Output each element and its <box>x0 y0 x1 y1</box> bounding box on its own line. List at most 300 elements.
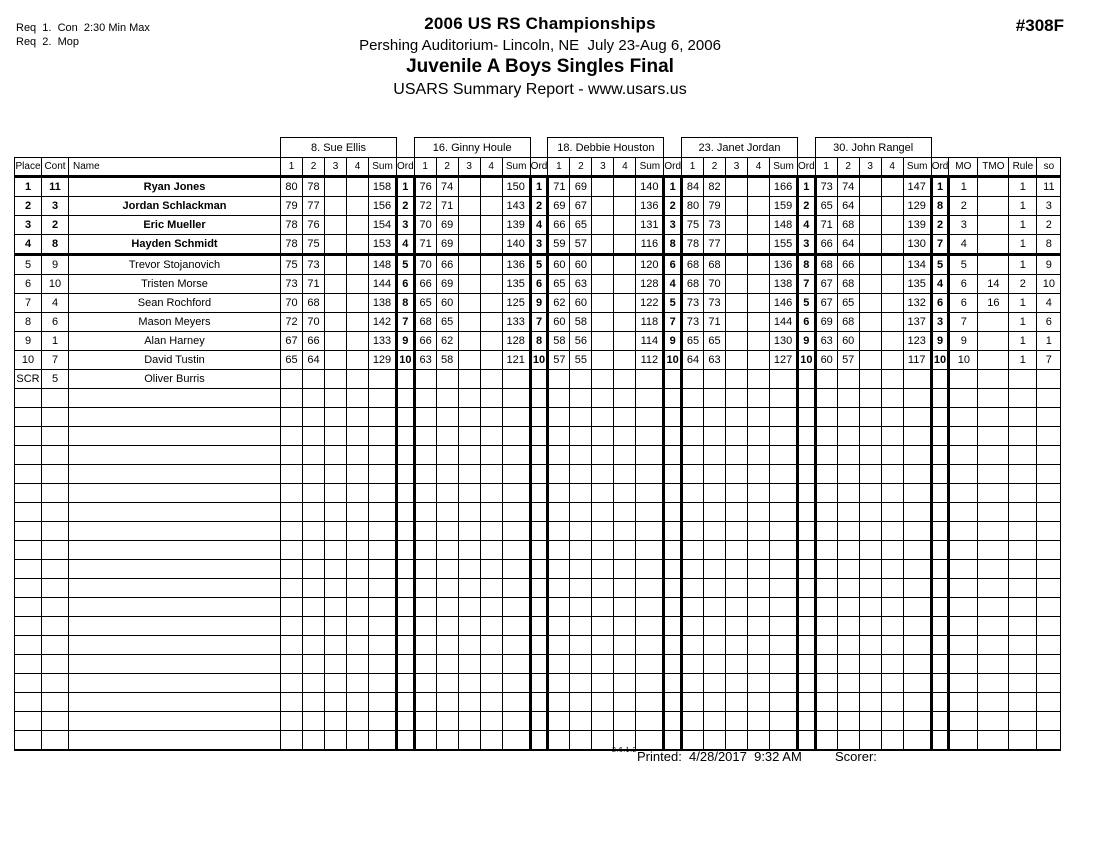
ordinal-cell <box>798 408 816 427</box>
score-cell <box>748 655 770 674</box>
ordinal-cell: 8 <box>931 197 949 216</box>
score-cell <box>480 216 502 235</box>
ordinal-cell <box>530 693 548 712</box>
score-cell <box>748 313 770 332</box>
skater-name-cell <box>69 598 281 617</box>
majority-ordinal-cell: 1 <box>949 177 978 197</box>
score-cell <box>480 674 502 693</box>
place-cell <box>15 655 42 674</box>
ordinal-cell <box>664 427 682 446</box>
contestant-number-cell <box>42 579 69 598</box>
total-majority-ordinal-cell <box>978 617 1009 636</box>
sum-cell: 112 <box>636 351 664 370</box>
col-header-ord: Ord <box>931 158 949 177</box>
total-majority-ordinal-cell <box>978 731 1009 750</box>
score-cell <box>570 712 592 731</box>
ordinal-cell <box>530 731 548 750</box>
ordinal-cell <box>664 541 682 560</box>
sum-cell: 143 <box>502 197 530 216</box>
judge-name-row <box>15 138 1061 158</box>
skater-row <box>15 351 1061 370</box>
ordinal-cell: 6 <box>664 255 682 275</box>
col-header-4: 4 <box>748 158 770 177</box>
score-cell <box>414 731 436 750</box>
score-cell <box>726 522 748 541</box>
ordinal-cell: 9 <box>798 332 816 351</box>
score-cell <box>837 522 859 541</box>
score-cell <box>859 332 881 351</box>
sum-cell: 140 <box>502 235 530 255</box>
score-cell <box>480 275 502 294</box>
ordinal-cell <box>931 370 949 389</box>
skater-name-cell <box>69 522 281 541</box>
place-cell <box>15 446 42 465</box>
score-cell <box>726 294 748 313</box>
score-cell <box>281 370 303 389</box>
score-cell <box>502 579 530 598</box>
empty-row <box>15 484 1061 503</box>
score-cell <box>770 389 798 408</box>
score-cell: 55 <box>570 351 592 370</box>
scorer-label: Scorer: <box>835 749 877 764</box>
skater-name-cell <box>69 731 281 750</box>
total-majority-ordinal-cell <box>978 560 1009 579</box>
score-cell <box>815 541 837 560</box>
sum-cell <box>903 370 931 389</box>
majority-ordinal-cell <box>949 522 978 541</box>
score-cell <box>570 617 592 636</box>
empty-row <box>15 598 1061 617</box>
score-cell <box>347 216 369 235</box>
requirement-1: Req 1. Con 2:30 Min Max <box>16 22 150 34</box>
score-cell <box>414 408 436 427</box>
sum-cell: 154 <box>369 216 397 235</box>
rule-cell <box>1009 465 1037 484</box>
score-cell <box>903 484 931 503</box>
majority-ordinal-cell: 7 <box>949 313 978 332</box>
total-majority-ordinal-cell <box>978 389 1009 408</box>
sum-cell: 132 <box>903 294 931 313</box>
ordinal-cell <box>397 465 415 484</box>
sum-cell <box>369 370 397 389</box>
score-cell <box>682 427 704 446</box>
score-cell <box>704 408 726 427</box>
skater-name-cell <box>69 389 281 408</box>
rule-cell: 1 <box>1009 294 1037 313</box>
score-cell <box>903 712 931 731</box>
score-cell <box>748 389 770 408</box>
place-cell <box>15 484 42 503</box>
score-cell <box>281 503 303 522</box>
ordinal-cell: 3 <box>664 216 682 235</box>
judge-header-5: 30. John Rangel <box>815 138 931 158</box>
score-cell <box>614 503 636 522</box>
total-majority-ordinal-cell <box>978 216 1009 235</box>
score-cell <box>815 560 837 579</box>
ordinal-cell: 8 <box>798 255 816 275</box>
sum-cell: 148 <box>770 216 798 235</box>
score-cell <box>414 579 436 598</box>
score-cell <box>303 427 325 446</box>
start-order-cell <box>1037 731 1061 750</box>
col-header-4: 4 <box>480 158 502 177</box>
score-cell <box>436 465 458 484</box>
majority-ordinal-cell: 4 <box>949 235 978 255</box>
total-majority-ordinal-cell <box>978 370 1009 389</box>
ord-gap <box>530 138 548 158</box>
score-cell <box>726 465 748 484</box>
score-cell <box>636 541 664 560</box>
score-cell <box>592 541 614 560</box>
score-cell: 73 <box>682 294 704 313</box>
score-cell: 67 <box>815 275 837 294</box>
score-cell <box>480 370 502 389</box>
score-cell <box>347 177 369 197</box>
score-cell <box>303 465 325 484</box>
ordinal-cell <box>664 579 682 598</box>
championship-title: 2006 US RS Championships <box>424 14 656 33</box>
score-cell <box>837 484 859 503</box>
ordinal-cell <box>664 503 682 522</box>
score-cell <box>369 598 397 617</box>
ordinal-cell: 3 <box>798 235 816 255</box>
score-cell <box>458 275 480 294</box>
col-header-2: 2 <box>570 158 592 177</box>
contestant-number-cell: 5 <box>42 370 69 389</box>
sum-cell: 156 <box>369 197 397 216</box>
score-cell <box>748 636 770 655</box>
score-cell <box>325 389 347 408</box>
ordinal-cell <box>530 389 548 408</box>
ordinal-cell <box>397 484 415 503</box>
score-cell <box>815 712 837 731</box>
ordinal-cell <box>397 427 415 446</box>
rule-cell <box>1009 408 1037 427</box>
rule-cell: 1 <box>1009 235 1037 255</box>
score-cell <box>281 712 303 731</box>
sum-cell: 159 <box>770 197 798 216</box>
score-cell <box>704 598 726 617</box>
score-cell <box>592 332 614 351</box>
skater-name-cell: Trevor Stojanovich <box>69 255 281 275</box>
place-cell: 1 <box>15 177 42 197</box>
score-cell <box>347 655 369 674</box>
score-cell <box>281 636 303 655</box>
start-order-cell <box>1037 541 1061 560</box>
score-cell <box>480 197 502 216</box>
score-cell <box>682 655 704 674</box>
rule-cell <box>1009 598 1037 617</box>
sum-cell: 123 <box>903 332 931 351</box>
score-cell: 70 <box>414 216 436 235</box>
score-cell: 64 <box>303 351 325 370</box>
score-cell <box>436 636 458 655</box>
ordinal-cell: 3 <box>397 216 415 235</box>
ordinal-cell <box>397 541 415 560</box>
score-cell <box>281 674 303 693</box>
col-header-1: 1 <box>682 158 704 177</box>
sum-cell: 130 <box>770 332 798 351</box>
score-cell <box>770 598 798 617</box>
sum-cell: 148 <box>369 255 397 275</box>
score-cell: 68 <box>414 313 436 332</box>
start-order-cell <box>1037 503 1061 522</box>
score-cell <box>303 541 325 560</box>
document-number: #308F <box>1015 16 1064 35</box>
ordinal-cell <box>397 712 415 731</box>
score-cell: 77 <box>704 235 726 255</box>
score-cell <box>815 731 837 750</box>
score-cell <box>748 465 770 484</box>
score-cell <box>903 522 931 541</box>
score-cell <box>748 484 770 503</box>
score-cell <box>592 389 614 408</box>
score-cell <box>592 617 614 636</box>
score-cell <box>347 235 369 255</box>
score-cell <box>726 655 748 674</box>
score-cell <box>458 712 480 731</box>
score-cell <box>748 177 770 197</box>
rule-cell <box>1009 484 1037 503</box>
score-cell: 69 <box>436 216 458 235</box>
rule-cell <box>1009 693 1037 712</box>
score-cell <box>458 351 480 370</box>
sum-cell: 144 <box>770 313 798 332</box>
score-cell <box>614 484 636 503</box>
start-order-cell <box>1037 370 1061 389</box>
score-cell <box>480 255 502 275</box>
contestant-number-cell <box>42 674 69 693</box>
score-cell <box>748 522 770 541</box>
rule-cell: 1 <box>1009 197 1037 216</box>
score-cell <box>636 503 664 522</box>
score-cell: 68 <box>704 255 726 275</box>
score-cell <box>859 693 881 712</box>
score-cell <box>458 503 480 522</box>
ordinal-cell: 5 <box>664 294 682 313</box>
score-cell <box>347 731 369 750</box>
score-cell <box>748 693 770 712</box>
skater-name-cell <box>69 617 281 636</box>
majority-ordinal-cell: 9 <box>949 332 978 351</box>
score-cell <box>682 598 704 617</box>
score-cell <box>859 655 881 674</box>
software-version: 2.6.1.2 <box>612 747 637 754</box>
score-cell <box>837 579 859 598</box>
score-cell <box>881 541 903 560</box>
total-majority-ordinal-cell <box>978 484 1009 503</box>
score-cell: 58 <box>548 332 570 351</box>
score-cell <box>502 712 530 731</box>
ordinal-cell <box>931 503 949 522</box>
score-cell <box>881 598 903 617</box>
score-cell <box>281 541 303 560</box>
score-cell: 64 <box>682 351 704 370</box>
score-cell <box>414 655 436 674</box>
score-cell <box>281 598 303 617</box>
majority-ordinal-cell <box>949 636 978 655</box>
contestant-number-cell: 10 <box>42 275 69 294</box>
score-cell <box>903 636 931 655</box>
score-cell: 78 <box>281 216 303 235</box>
score-cell <box>859 731 881 750</box>
score-cell <box>704 560 726 579</box>
score-cell <box>436 598 458 617</box>
score-cell <box>748 446 770 465</box>
score-cell <box>347 693 369 712</box>
score-cell: 68 <box>837 216 859 235</box>
sum-cell: 137 <box>903 313 931 332</box>
total-majority-ordinal-cell <box>978 503 1009 522</box>
score-cell <box>614 712 636 731</box>
score-cell <box>347 446 369 465</box>
ordinal-cell <box>931 560 949 579</box>
score-cell <box>881 216 903 235</box>
total-majority-ordinal-cell <box>978 197 1009 216</box>
score-cell <box>903 674 931 693</box>
score-cell <box>325 197 347 216</box>
score-cell <box>903 408 931 427</box>
col-header-1: 1 <box>815 158 837 177</box>
score-cell <box>548 731 570 750</box>
sum-cell: 125 <box>502 294 530 313</box>
score-cell <box>881 197 903 216</box>
score-cell <box>347 465 369 484</box>
contestant-number-cell: 11 <box>42 177 69 197</box>
score-cell <box>592 255 614 275</box>
sum-cell: 158 <box>369 177 397 197</box>
score-cell <box>480 541 502 560</box>
majority-ordinal-cell: 5 <box>949 255 978 275</box>
score-cell: 60 <box>570 294 592 313</box>
ordinal-cell <box>931 427 949 446</box>
score-cell <box>837 598 859 617</box>
contestant-number-cell <box>42 617 69 636</box>
score-cell: 60 <box>837 332 859 351</box>
skater-name-cell: David Tustin <box>69 351 281 370</box>
score-cell <box>903 503 931 522</box>
score-cell <box>704 389 726 408</box>
ordinal-cell: 2 <box>664 197 682 216</box>
sum-cell: 129 <box>903 197 931 216</box>
score-cell <box>726 313 748 332</box>
score-cell <box>614 351 636 370</box>
score-cell: 60 <box>570 255 592 275</box>
ord-gap <box>931 138 949 158</box>
score-cell <box>325 465 347 484</box>
score-cell <box>325 275 347 294</box>
score-cell <box>748 332 770 351</box>
rule-cell <box>1009 712 1037 731</box>
empty-row <box>15 731 1061 750</box>
score-cell <box>480 712 502 731</box>
sum-cell: 153 <box>369 235 397 255</box>
score-cell <box>548 427 570 446</box>
skater-row <box>15 313 1061 332</box>
sum-cell: 121 <box>502 351 530 370</box>
total-majority-ordinal-cell <box>978 579 1009 598</box>
score-cell <box>436 617 458 636</box>
score-cell <box>281 617 303 636</box>
place-cell <box>15 693 42 712</box>
score-cell <box>347 598 369 617</box>
score-cell <box>347 636 369 655</box>
ordinal-cell <box>664 408 682 427</box>
score-cell: 68 <box>815 255 837 275</box>
score-cell: 58 <box>570 313 592 332</box>
score-cell <box>859 636 881 655</box>
score-cell <box>458 541 480 560</box>
contestant-number-cell: 8 <box>42 235 69 255</box>
score-cell: 78 <box>682 235 704 255</box>
start-order-cell <box>1037 579 1061 598</box>
score-cell <box>303 693 325 712</box>
score-cell: 66 <box>414 275 436 294</box>
score-cell <box>815 408 837 427</box>
score-cell <box>903 446 931 465</box>
rule-cell <box>1009 503 1037 522</box>
total-majority-ordinal-cell <box>978 427 1009 446</box>
contestant-number-cell <box>42 731 69 750</box>
start-order-cell <box>1037 674 1061 693</box>
score-cell <box>347 579 369 598</box>
total-majority-ordinal-cell <box>978 408 1009 427</box>
skater-name-cell <box>69 541 281 560</box>
place-cell <box>15 522 42 541</box>
total-majority-ordinal-cell <box>978 541 1009 560</box>
score-cell <box>859 503 881 522</box>
contestant-number-cell: 7 <box>42 351 69 370</box>
score-cell <box>682 370 704 389</box>
score-cell <box>502 636 530 655</box>
ordinal-cell: 5 <box>798 294 816 313</box>
skater-name-cell: Alan Harney <box>69 332 281 351</box>
place-cell <box>15 712 42 731</box>
requirement-2: Req 2. Mop <box>16 36 79 48</box>
ordinal-cell: 8 <box>397 294 415 313</box>
score-cell: 78 <box>281 235 303 255</box>
score-cell <box>502 484 530 503</box>
ordinal-cell <box>397 693 415 712</box>
score-cell <box>570 693 592 712</box>
start-order-cell <box>1037 408 1061 427</box>
score-cell <box>770 731 798 750</box>
ordinal-cell <box>931 598 949 617</box>
skater-row <box>15 275 1061 294</box>
score-cell <box>458 294 480 313</box>
sum-cell: 122 <box>636 294 664 313</box>
contestant-number-cell <box>42 560 69 579</box>
skater-name-cell: Tristen Morse <box>69 275 281 294</box>
score-cell <box>502 693 530 712</box>
ordinal-cell: 7 <box>931 235 949 255</box>
score-cell <box>682 560 704 579</box>
score-cell <box>548 693 570 712</box>
score-cell <box>458 446 480 465</box>
score-cell <box>502 617 530 636</box>
score-cell <box>325 522 347 541</box>
start-order-cell <box>1037 465 1061 484</box>
score-cell <box>570 560 592 579</box>
score-cell <box>726 560 748 579</box>
score-cell <box>903 389 931 408</box>
ordinal-cell: 10 <box>931 351 949 370</box>
score-cell <box>682 408 704 427</box>
title-block <box>0 14 1080 99</box>
score-cell: 60 <box>436 294 458 313</box>
score-cell <box>570 446 592 465</box>
ordinal-cell <box>798 712 816 731</box>
